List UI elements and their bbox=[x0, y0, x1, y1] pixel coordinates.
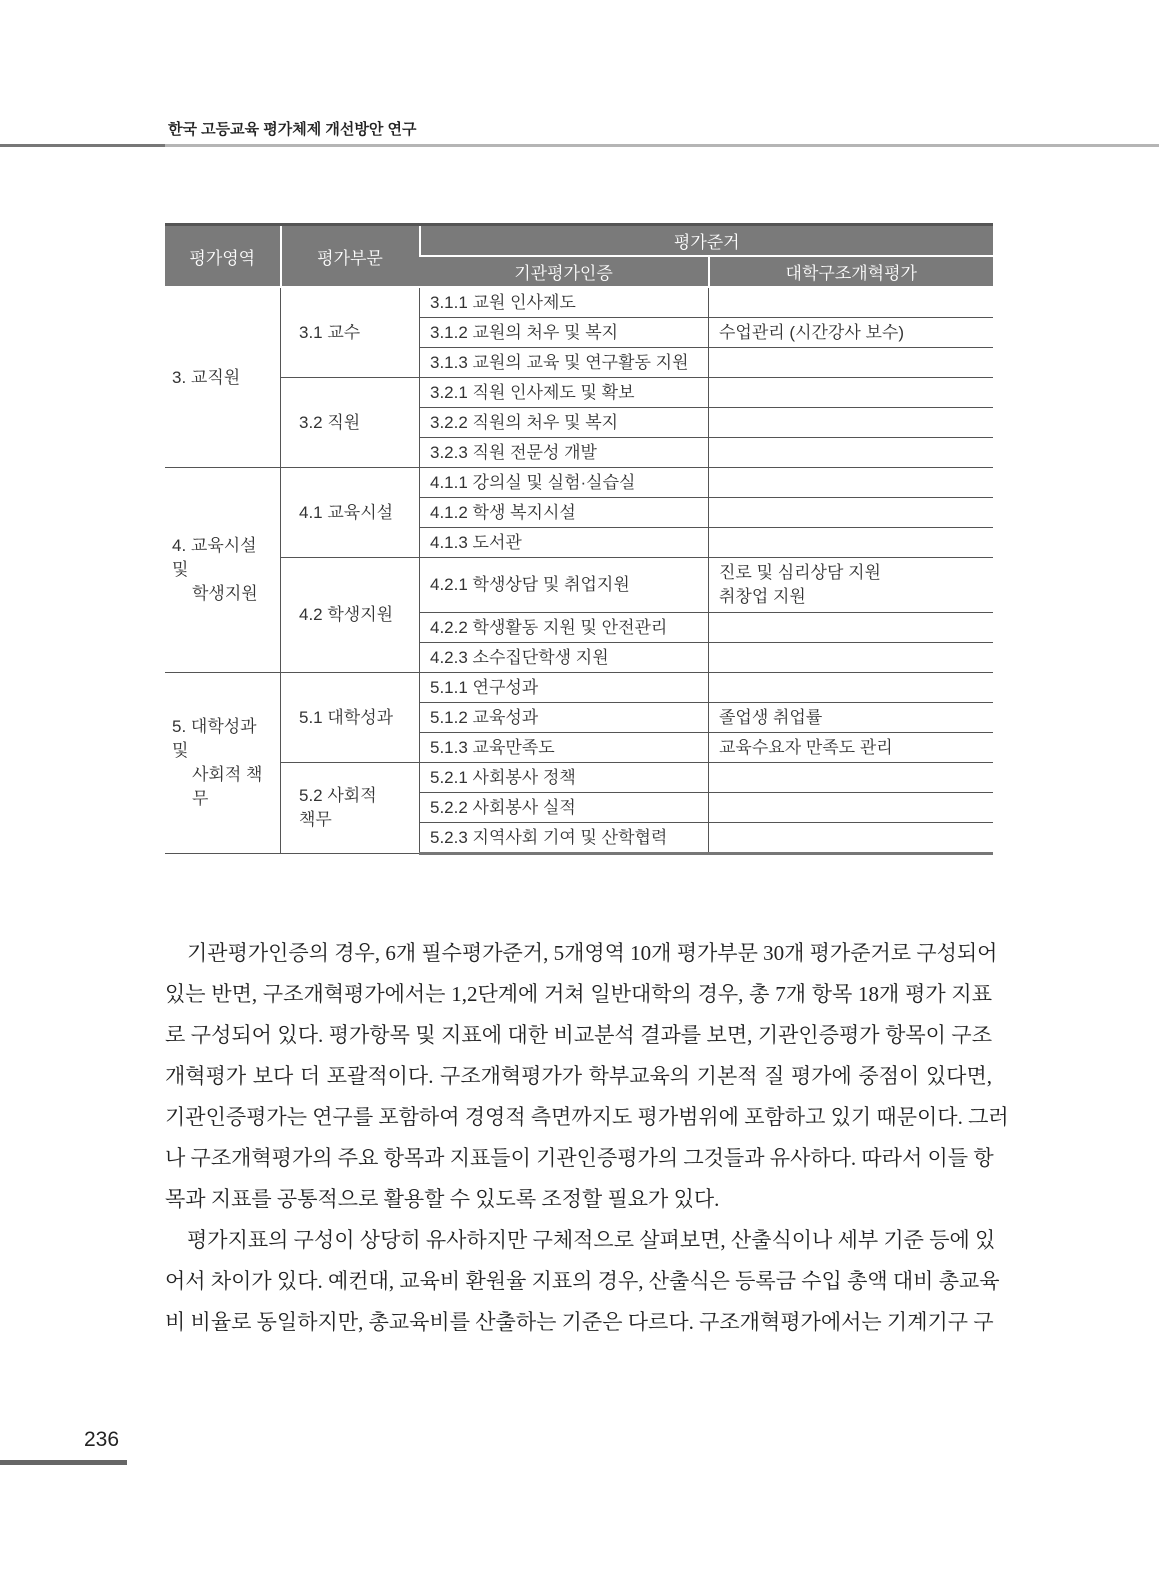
table-row bbox=[165, 673, 993, 703]
header-accreditation: 기관평가인증 bbox=[420, 256, 709, 287]
item-cell: 4.2.1 학생상담 및 취업지원 bbox=[420, 558, 709, 613]
section-cell: 4.1 교육시설 bbox=[281, 468, 420, 558]
paragraph-line: 기관인증평가는 연구를 포함하여 경영적 측면까지도 평가범위에 포함하고 있기 때문이다. 그러 bbox=[165, 1105, 1009, 1129]
item-cell: 3.2.3 직원 전문성 개발 bbox=[420, 438, 709, 468]
restructuring-cell bbox=[709, 287, 994, 318]
area-cell bbox=[165, 673, 281, 854]
area-line: 4. 교육시설 및 bbox=[172, 536, 257, 579]
paragraph-line: 평가지표의 구성이 상당히 유사하지만 구체적으로 살펴보면, 산출식이나 세부 기준 등에 있 bbox=[187, 1228, 996, 1252]
section-line: 책무 bbox=[299, 810, 332, 829]
item-cell: 5.1.3 교육만족도 bbox=[420, 733, 709, 763]
restructuring-cell bbox=[709, 378, 994, 408]
paragraph-line: 비 비율로 동일하지만, 총교육비를 산출하는 기준은 다르다. 구조개혁평가에서는 기계기구 구 bbox=[165, 1310, 994, 1334]
restructuring-cell bbox=[709, 558, 994, 613]
restructuring-cell bbox=[709, 348, 994, 378]
paragraph-line: 나 구조개혁평가의 주요 항목과 지표들이 기관인증평가의 그것들과 유사하다. 따라서 이들 항 bbox=[165, 1146, 994, 1170]
item-cell: 3.1.2 교원의 처우 및 복지 bbox=[420, 318, 709, 348]
running-title: 한국 고등교육 평가체제 개선방안 연구 bbox=[168, 121, 417, 138]
item-cell: 5.1.2 교육성과 bbox=[420, 703, 709, 733]
area-cell bbox=[165, 468, 281, 673]
evaluation-criteria-table bbox=[165, 223, 993, 855]
paragraph-line: 기관평가인증의 경우, 6개 필수평가준거, 5개영역 10개 평가부문 30개 평가준거로 구성되어 bbox=[187, 941, 998, 965]
item-cell: 4.1.1 강의실 및 실험·실습실 bbox=[420, 468, 709, 498]
restructuring-cell bbox=[709, 763, 994, 793]
paragraph-line: 로 구성되어 있다. 평가항목 및 지표에 대한 비교분석 결과를 보면, 기관인증평가 항목이 구조 bbox=[165, 1023, 992, 1047]
restructuring-line: 취창업 지원 bbox=[719, 587, 806, 606]
area-line: 5. 대학성과 및 bbox=[172, 717, 257, 760]
header-criteria: 평가준거 bbox=[420, 225, 994, 257]
table-row bbox=[165, 763, 993, 793]
restructuring-cell bbox=[709, 528, 994, 558]
section-cell: 4.2 학생지원 bbox=[281, 558, 420, 673]
section-cell bbox=[281, 763, 420, 854]
paragraph-line: 목과 지표를 공통적으로 활용할 수 있도록 조정할 필요가 있다. bbox=[165, 1187, 720, 1211]
table-row bbox=[165, 287, 993, 318]
table-row bbox=[165, 558, 993, 613]
header-area: 평가영역 bbox=[165, 225, 281, 288]
paragraph-line: 있는 반면, 구조개혁평가에서는 1,2단계에 거쳐 일반대학의 경우, 총 7개 항목 18개 평가 지표 bbox=[165, 982, 992, 1006]
item-cell: 5.2.1 사회봉사 정책 bbox=[420, 763, 709, 793]
area-line: 사회적 책무 bbox=[192, 765, 263, 808]
paragraph-line: 어서 차이가 있다. 예컨대, 교육비 환원율 지표의 경우, 산출식은 등록금 수입 총액 대비 총교육 bbox=[165, 1269, 1000, 1293]
restructuring-line: 진로 및 심리상담 지원 bbox=[719, 563, 881, 582]
paragraph-line: 개혁평가 보다 더 포괄적이다. 구조개혁평가가 학부교육의 기본적 질 평가에 중점이 있다면, bbox=[165, 1064, 992, 1088]
table-row bbox=[165, 378, 993, 408]
restructuring-cell bbox=[709, 673, 994, 703]
body-text bbox=[165, 933, 1009, 1343]
page-number: 236 bbox=[84, 1428, 120, 1451]
section-cell: 5.1 대학성과 bbox=[281, 673, 420, 763]
restructuring-cell bbox=[709, 793, 994, 823]
header-rule bbox=[0, 144, 1159, 147]
item-cell: 5.2.3 지역사회 기여 및 산학협력 bbox=[420, 823, 709, 854]
item-cell: 3.2.1 직원 인사제도 및 확보 bbox=[420, 378, 709, 408]
restructuring-cell bbox=[709, 643, 994, 673]
area-cell: 3. 교직원 bbox=[165, 287, 281, 468]
area-line: 학생지원 bbox=[192, 584, 258, 603]
item-cell: 4.1.2 학생 복지시설 bbox=[420, 498, 709, 528]
section-cell: 3.1 교수 bbox=[281, 287, 420, 378]
restructuring-cell: 교육수요자 만족도 관리 bbox=[709, 733, 994, 763]
restructuring-cell bbox=[709, 823, 994, 854]
header-section: 평가부문 bbox=[281, 225, 420, 288]
restructuring-cell bbox=[709, 613, 994, 643]
header-restructuring: 대학구조개혁평가 bbox=[709, 256, 994, 287]
item-cell: 3.1.3 교원의 교육 및 연구활동 지원 bbox=[420, 348, 709, 378]
item-cell: 4.2.2 학생활동 지원 및 안전관리 bbox=[420, 613, 709, 643]
item-cell: 3.1.1 교원 인사제도 bbox=[420, 287, 709, 318]
item-cell: 5.1.1 연구성과 bbox=[420, 673, 709, 703]
footer-rule bbox=[0, 1460, 127, 1465]
table-row bbox=[165, 468, 993, 498]
restructuring-cell: 졸업생 취업률 bbox=[709, 703, 994, 733]
item-cell: 3.2.2 직원의 처우 및 복지 bbox=[420, 408, 709, 438]
item-cell: 4.2.3 소수집단학생 지원 bbox=[420, 643, 709, 673]
restructuring-cell bbox=[709, 498, 994, 528]
item-cell: 5.2.2 사회봉사 실적 bbox=[420, 793, 709, 823]
header-rule-accent bbox=[0, 144, 165, 147]
restructuring-cell: 수업관리 (시간강사 보수) bbox=[709, 318, 994, 348]
restructuring-cell bbox=[709, 438, 994, 468]
section-cell: 3.2 직원 bbox=[281, 378, 420, 468]
restructuring-cell bbox=[709, 408, 994, 438]
item-cell: 4.1.3 도서관 bbox=[420, 528, 709, 558]
section-line: 5.2 사회적 bbox=[299, 786, 377, 805]
restructuring-cell bbox=[709, 468, 994, 498]
